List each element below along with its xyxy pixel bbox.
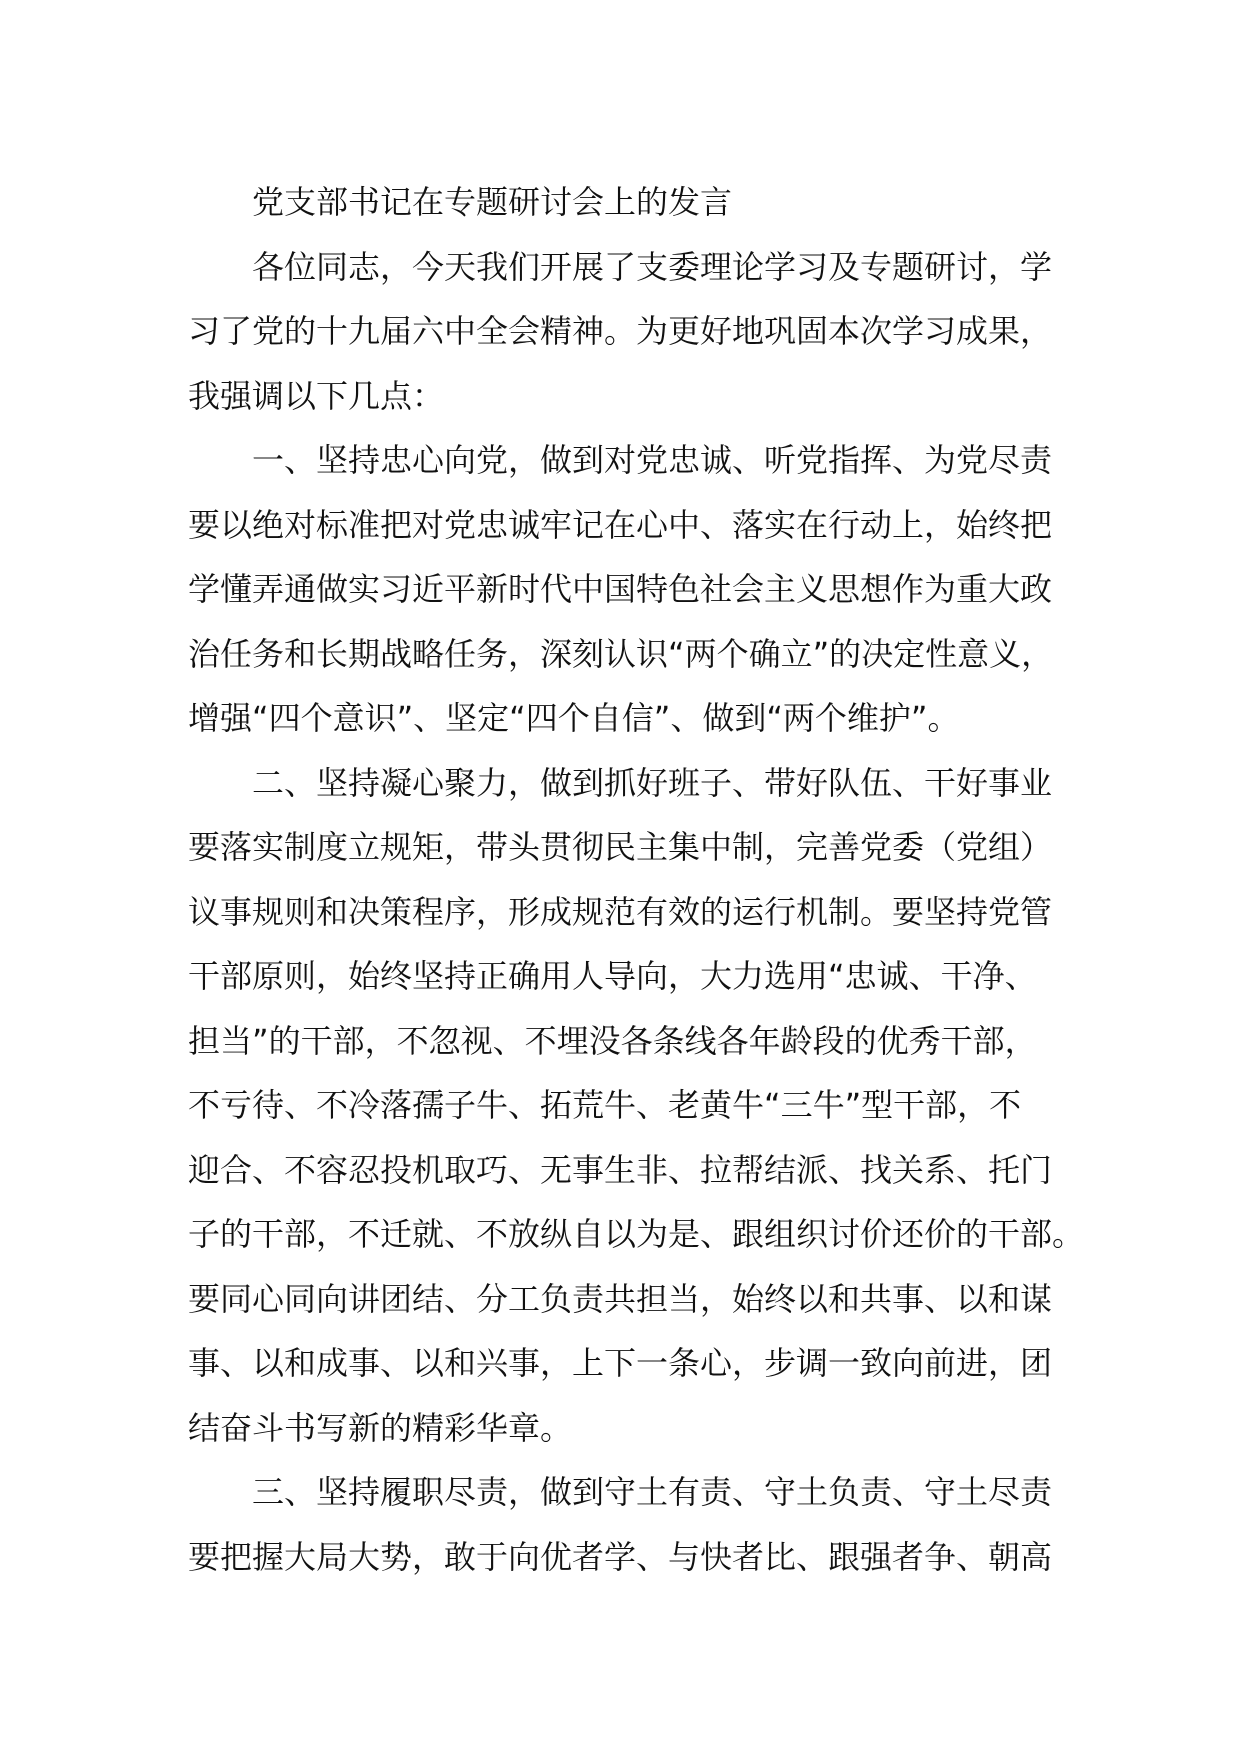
paragraph-line: 增强“四个意识”、坚定“四个自信”、做到“两个维护”。 xyxy=(188,699,960,737)
paragraph-line: 议事规则和决策程序，形成规范有效的运行机制。要坚持党管 xyxy=(188,892,1053,931)
paragraph-line: 学懂弄通做实习近平新时代中国特色社会主义思想作为重大政 xyxy=(188,570,1053,608)
paragraph-line: 干部原则，始终坚持正确用人导向，大力选用“忠诚、干净、 xyxy=(188,957,1037,995)
document-title: 党支部书记在专题研讨会上的发言 xyxy=(252,183,733,221)
paragraph-line: 习了党的十九届六中全会精神。为更好地巩固本次学习成果， xyxy=(188,312,1053,350)
paragraph-line: 要落实制度立规矩，带头贯彻民主集中制，完善党委（党组） xyxy=(188,828,1053,866)
section-heading-1: 一、坚持忠心向党，做到对党忠诚、听党指挥、为党尽责 xyxy=(252,441,1053,479)
paragraph-line: 结奋斗书写新的精彩华章。 xyxy=(188,1408,573,1447)
paragraph-line: 事、以和成事、以和兴事，上下一条心，步调一致向前进，团 xyxy=(188,1344,1053,1382)
paragraph-line: 不亏待、不冷落孺子牛、拓荒牛、老黄牛“三牛”型干部，不 xyxy=(188,1086,1022,1124)
paragraph-line: 要同心同向讲团结、分工负责共担当，始终以和共事、以和谋 xyxy=(188,1279,1053,1318)
paragraph-line: 迎合、不容忍投机取巧、无事生非、拉帮结派、找关系、托门 xyxy=(188,1150,1053,1189)
paragraph-line: 子的干部，不迁就、不放纵自以为是、跟组织讨价还价的干部。 xyxy=(188,1215,1085,1253)
paragraph-line: 各位同志，今天我们开展了支委理论学习及专题研讨，学 xyxy=(252,247,1053,286)
paragraph-line: 我强调以下几点： xyxy=(188,376,445,415)
document-body xyxy=(188,170,1085,1589)
paragraph-line: 治任务和长期战略任务，深刻认识“两个确立”的决定性意义， xyxy=(188,634,1054,673)
paragraph-line: 要以绝对标准把对党忠诚牢记在心中、落实在行动上，始终把 xyxy=(188,505,1053,544)
paragraph-line: 要把握大局大势，敢于向优者学、与快者比、跟强者争、朝高 xyxy=(188,1537,1053,1576)
section-heading-2: 二、坚持凝心聚力，做到抓好班子、带好队伍、干好事业 xyxy=(252,763,1053,802)
paragraph-line: 担当”的干部，不忽视、不埋没各条线各年龄段的优秀干部， xyxy=(188,1021,1037,1060)
section-heading-3: 三、坚持履职尽责，做到守土有责、守土负责、守土尽责 xyxy=(252,1473,1053,1511)
